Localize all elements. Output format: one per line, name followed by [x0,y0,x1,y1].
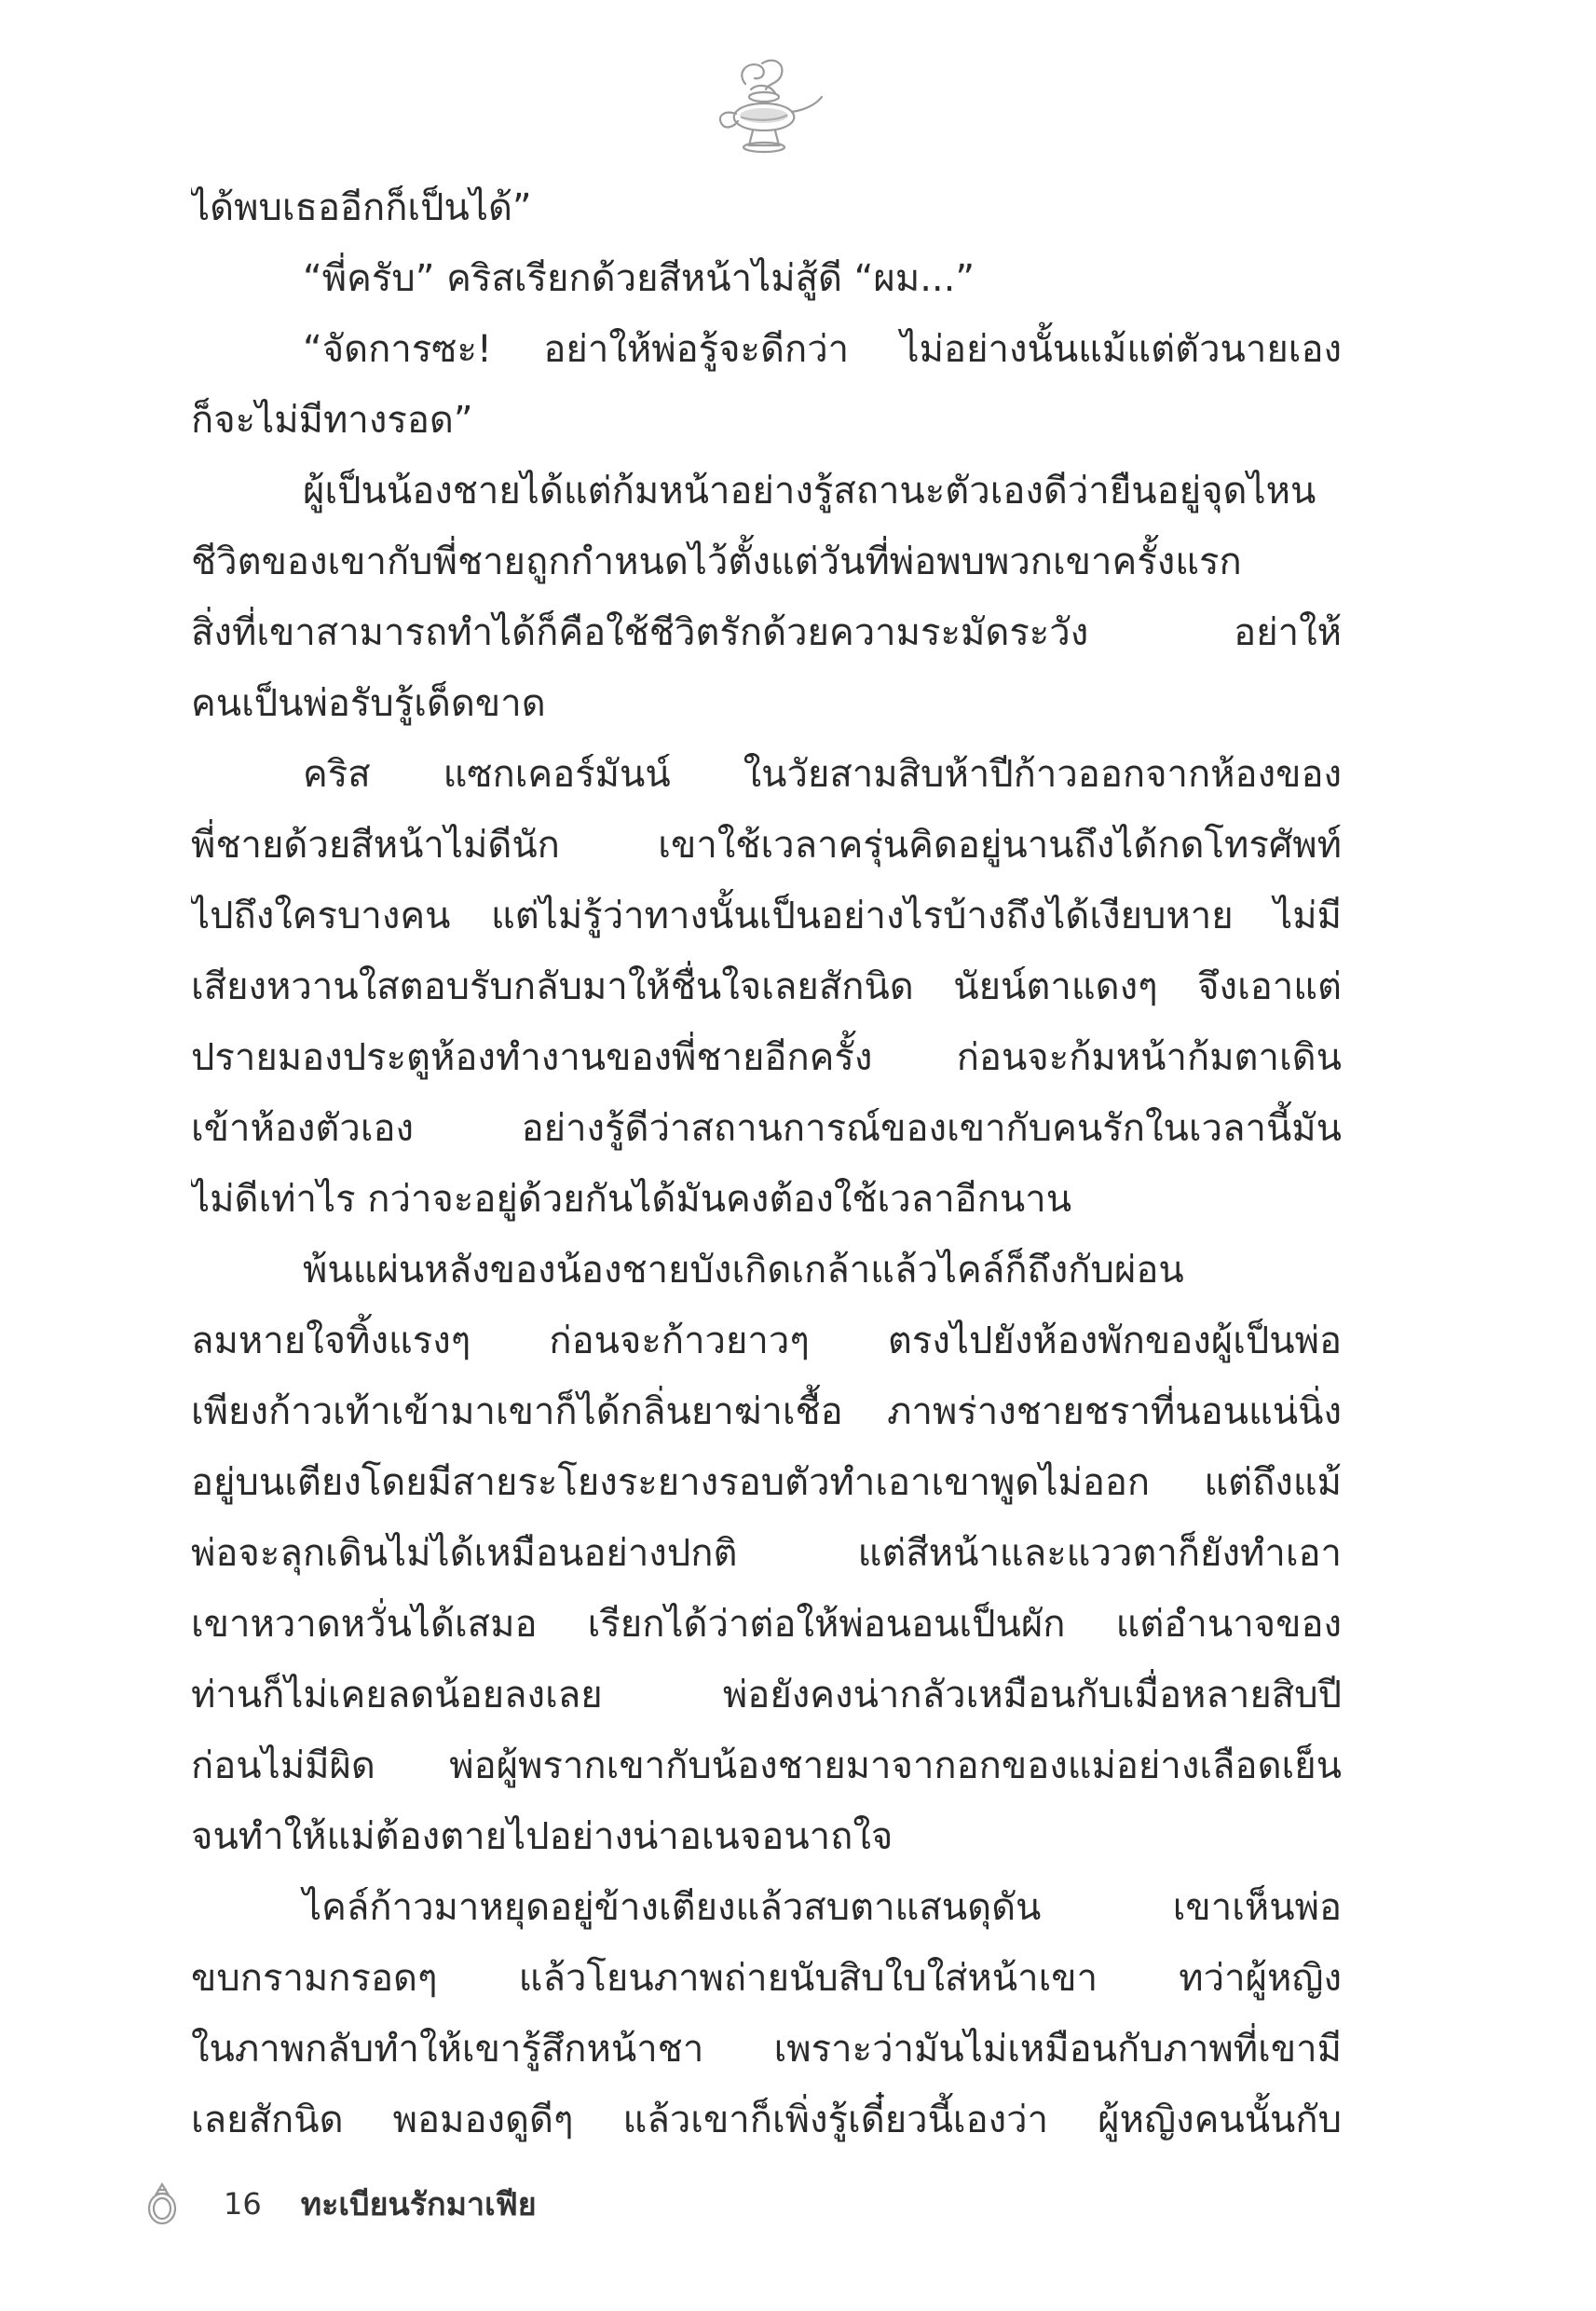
text-line: ชีวิตของเขากับพี่ชายถูกกำหนดไว้ตั้งแต่วันที่พ่อพบพวกเขาครั้งแรก [191,540,1242,583]
text-line: ไม่ดีเท่าไร กว่าจะอยู่ด้วยกันได้มันคงต้องใช้เวลาอีกนาน [191,1178,1072,1221]
text-line: คนเป็นพ่อรับรู้เด็ดขาด [191,682,546,725]
text-line: สิ่งที่เขาสามารถทำได้ก็คือใช้ชีวิตรักด้วยความระมัดระวัง อย่าให้ [191,611,1342,654]
text-line: ปรายมองประตูห้องทำงานของพี่ชายอีกครั้ง ก่อนจะก้มหน้าก้มตาเดิน [191,1036,1342,1079]
text-line: “พี่ครับ” คริสเรียกด้วยสีหน้าไม่สู้ดี “ผม...” [303,257,975,300]
page-footer [140,2176,537,2232]
text-line: ขบกรามกรอดๆ แล้วโยนภาพถ่ายนับสิบใบใส่หน้าเขา ทว่าผู้หญิง [191,1957,1342,2000]
text-line: พ้นแผ่นหลังของน้องชายบังเกิดเกล้าแล้วไคล์ก็ถึงกับผ่อน [303,1249,1184,1292]
ring-ornament-icon [140,2181,186,2227]
text-line: ในภาพกลับทำให้เขารู้สึกหน้าชา เพราะว่ามันไม่เหมือนกับภาพที่เขามี [191,2028,1342,2071]
text-line: พ่อจะลุกเดินไม่ได้เหมือนอย่างปกติ แต่สีหน้าและแววตาก็ยังทำเอา [191,1532,1342,1575]
text-line: คริส แซกเคอร์มันน์ ในวัยสามสิบห้าปีก้าวออกจากห้องของ [303,753,1342,796]
text-line: เพียงก้าวเท้าเข้ามาเขาก็ได้กลิ่นยาฆ่าเชื้อ ภาพร่างชายชราที่นอนแน่นิ่ง [191,1390,1342,1433]
text-line: ไคล์ก้าวมาหยุดอยู่ข้างเตียงแล้วสบตาแสนดุดัน เขาเห็นพ่อ [303,1886,1342,1929]
text-line: เขาหวาดหวั่นได้เสมอ เรียกได้ว่าต่อให้พ่อนอนเป็นผัก แต่อำนาจของ [191,1603,1342,1646]
text-line: เสียงหวานใสตอบรับกลับมาให้ชื่นใจเลยสักนิด นัยน์ตาแดงๆ จึงเอาแต่ [191,965,1342,1008]
text-line: เลยสักนิด พอมองดูดีๆ แล้วเขาก็เพิ่งรู้เดี๋ยวนี้เองว่า ผู้หญิงคนนั้นกับ [191,2099,1342,2141]
text-line: จนทำให้แม่ต้องตายไปอย่างน่าอเนจอนาถใจ [191,1815,893,1858]
text-line: ได้พบเธออีกก็เป็นได้” [191,186,532,229]
page-number: 16 [224,2186,262,2222]
magic-lamp-ornament-icon [689,56,829,168]
paragraph [191,456,1342,739]
paragraph [191,1235,1342,1872]
paragraph [191,243,1342,314]
text-line: “จัดการซะ! อย่าให้พ่อรู้จะดีกว่า ไม่อย่างนั้นแม้แต่ตัวนายเอง [303,328,1342,371]
paragraph [191,172,1342,243]
text-line: ไปถึงใครบางคน แต่ไม่รู้ว่าทางนั้นเป็นอย่างไรบ้างถึงได้เงียบหาย ไม่มี [191,895,1342,937]
text-line: ท่านก็ไม่เคยลดน้อยลงเลย พ่อยังคงน่ากลัวเหมือนกับเมื่อหลายสิบปี [191,1674,1342,1716]
text-line: ผู้เป็นน้องชายได้แต่ก้มหน้าอย่างรู้สถานะตัวเองดีว่ายืนอยู่จุดไหน [303,470,1316,513]
body-text [191,172,1342,2155]
text-line: อยู่บนเตียงโดยมีสายระโยงระยางรอบตัวทำเอาเขาพูดไม่ออก แต่ถึงแม้ [191,1461,1342,1504]
paragraph [191,1872,1342,2155]
text-line: ก่อนไม่มีผิด พ่อผู้พรากเขากับน้องชายมาจากอกของแม่อย่างเลือดเย็น [191,1744,1342,1787]
paragraph [191,314,1342,456]
text-line: พี่ชายด้วยสีหน้าไม่ดีนัก เขาใช้เวลาครุ่นคิดอยู่นานถึงได้กดโทรศัพท์ [191,824,1342,867]
text-line: ก็จะไม่มีทางรอด” [191,399,473,442]
book-title: ทะเบียนรักมาเฟีย [300,2186,537,2223]
paragraph [191,739,1342,1235]
text-line: เข้าห้องตัวเอง อย่างรู้ดีว่าสถานการณ์ของเขากับคนรักในเวลานี้มัน [191,1107,1342,1150]
text-line: ลมหายใจทิ้งแรงๆ ก่อนจะก้าวยาวๆ ตรงไปยังห้องพักของผู้เป็นพ่อ [191,1320,1342,1362]
